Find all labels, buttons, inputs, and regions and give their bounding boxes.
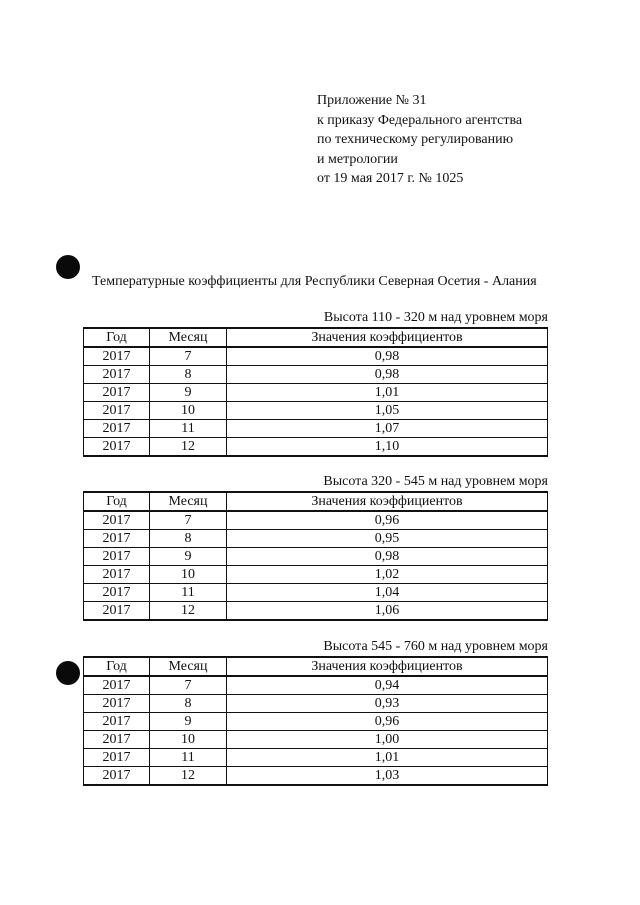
cell-month: 10 — [150, 566, 227, 584]
table-caption: Высота 320 - 545 м над уровнем моря — [323, 474, 548, 489]
column-header-year: Год — [84, 492, 150, 511]
cell-month: 10 — [150, 402, 227, 420]
table-row — [84, 438, 548, 457]
column-header-month: Месяц — [150, 328, 227, 347]
column-header-year: Год — [84, 657, 150, 676]
cell-month: 7 — [150, 511, 227, 530]
cell-year: 2017 — [84, 676, 150, 695]
cell-value: 1,03 — [227, 767, 548, 786]
cell-year: 2017 — [84, 767, 150, 786]
column-header-value: Значения коэффициентов — [227, 657, 548, 676]
cell-month: 9 — [150, 384, 227, 402]
table-row — [84, 384, 548, 402]
appendix-header — [317, 91, 522, 189]
column-header-year: Год — [84, 328, 150, 347]
cell-month: 9 — [150, 713, 227, 731]
punch-hole-top — [56, 255, 80, 279]
cell-value: 1,00 — [227, 731, 548, 749]
cell-year: 2017 — [84, 584, 150, 602]
cell-year: 2017 — [84, 402, 150, 420]
table-caption: Высота 110 - 320 м над уровнем моря — [323, 310, 548, 325]
table-row — [84, 731, 548, 749]
cell-year: 2017 — [84, 695, 150, 713]
table-row — [84, 749, 548, 767]
table-row — [84, 695, 548, 713]
table-row — [84, 511, 548, 530]
cell-value: 1,05 — [227, 402, 548, 420]
cell-year: 2017 — [84, 566, 150, 584]
cell-value: 1,04 — [227, 584, 548, 602]
header-line: и метрологии — [317, 151, 398, 167]
cell-year: 2017 — [84, 384, 150, 402]
table-row — [84, 402, 548, 420]
cell-month: 9 — [150, 548, 227, 566]
header-line: к приказу Федерального агентства — [317, 112, 523, 128]
cell-value: 0,96 — [227, 511, 548, 530]
cell-value: 1,06 — [227, 602, 548, 621]
header-line: Приложение № 31 — [317, 93, 427, 108]
column-header-month: Месяц — [150, 657, 227, 676]
column-header-value: Значения коэффициентов — [227, 328, 548, 347]
cell-month: 10 — [150, 731, 227, 749]
table-row — [84, 566, 548, 584]
cell-month: 8 — [150, 366, 227, 384]
header-line: по техническому регулированию — [317, 132, 514, 147]
cell-year: 2017 — [84, 366, 150, 384]
table-header-row — [84, 492, 548, 511]
table-row — [84, 767, 548, 786]
cell-month: 7 — [150, 347, 227, 366]
table-row — [84, 584, 548, 602]
cell-value: 0,98 — [227, 366, 548, 384]
cell-month: 8 — [150, 695, 227, 713]
cell-month: 11 — [150, 420, 227, 438]
cell-value: 0,94 — [227, 676, 548, 695]
header-line: от 19 мая 2017 г. № 1025 — [317, 171, 464, 186]
document-title: Температурные коэффициенты для Республики Северная Осетия - Алания — [92, 274, 537, 289]
cell-year: 2017 — [84, 602, 150, 621]
cell-year: 2017 — [84, 511, 150, 530]
coefficient-table — [83, 327, 548, 457]
table-row — [84, 347, 548, 366]
cell-value: 1,01 — [227, 384, 548, 402]
cell-month: 12 — [150, 767, 227, 786]
cell-month: 12 — [150, 438, 227, 457]
cell-year: 2017 — [84, 438, 150, 457]
cell-value: 1,02 — [227, 566, 548, 584]
punch-hole-bottom — [56, 661, 80, 685]
cell-year: 2017 — [84, 713, 150, 731]
cell-month: 8 — [150, 530, 227, 548]
cell-value: 0,95 — [227, 530, 548, 548]
cell-year: 2017 — [84, 548, 150, 566]
table-row — [84, 530, 548, 548]
table-row — [84, 713, 548, 731]
coefficient-table — [83, 491, 548, 621]
cell-year: 2017 — [84, 347, 150, 366]
coefficient-table — [83, 656, 548, 786]
cell-year: 2017 — [84, 530, 150, 548]
table-caption: Высота 545 - 760 м над уровнем моря — [323, 639, 548, 654]
cell-month: 7 — [150, 676, 227, 695]
cell-year: 2017 — [84, 749, 150, 767]
cell-value: 1,01 — [227, 749, 548, 767]
table-header-row — [84, 328, 548, 347]
table-row — [84, 676, 548, 695]
table-row — [84, 420, 548, 438]
cell-value: 1,07 — [227, 420, 548, 438]
cell-value: 0,96 — [227, 713, 548, 731]
cell-value: 0,93 — [227, 695, 548, 713]
cell-month: 11 — [150, 584, 227, 602]
cell-value: 0,98 — [227, 347, 548, 366]
table-row — [84, 548, 548, 566]
column-header-value: Значения коэффициентов — [227, 492, 548, 511]
table-header-row — [84, 657, 548, 676]
cell-value: 1,10 — [227, 438, 548, 457]
table-row — [84, 602, 548, 621]
cell-year: 2017 — [84, 731, 150, 749]
cell-year: 2017 — [84, 420, 150, 438]
table-row — [84, 366, 548, 384]
cell-month: 12 — [150, 602, 227, 621]
column-header-month: Месяц — [150, 492, 227, 511]
cell-value: 0,98 — [227, 548, 548, 566]
cell-month: 11 — [150, 749, 227, 767]
